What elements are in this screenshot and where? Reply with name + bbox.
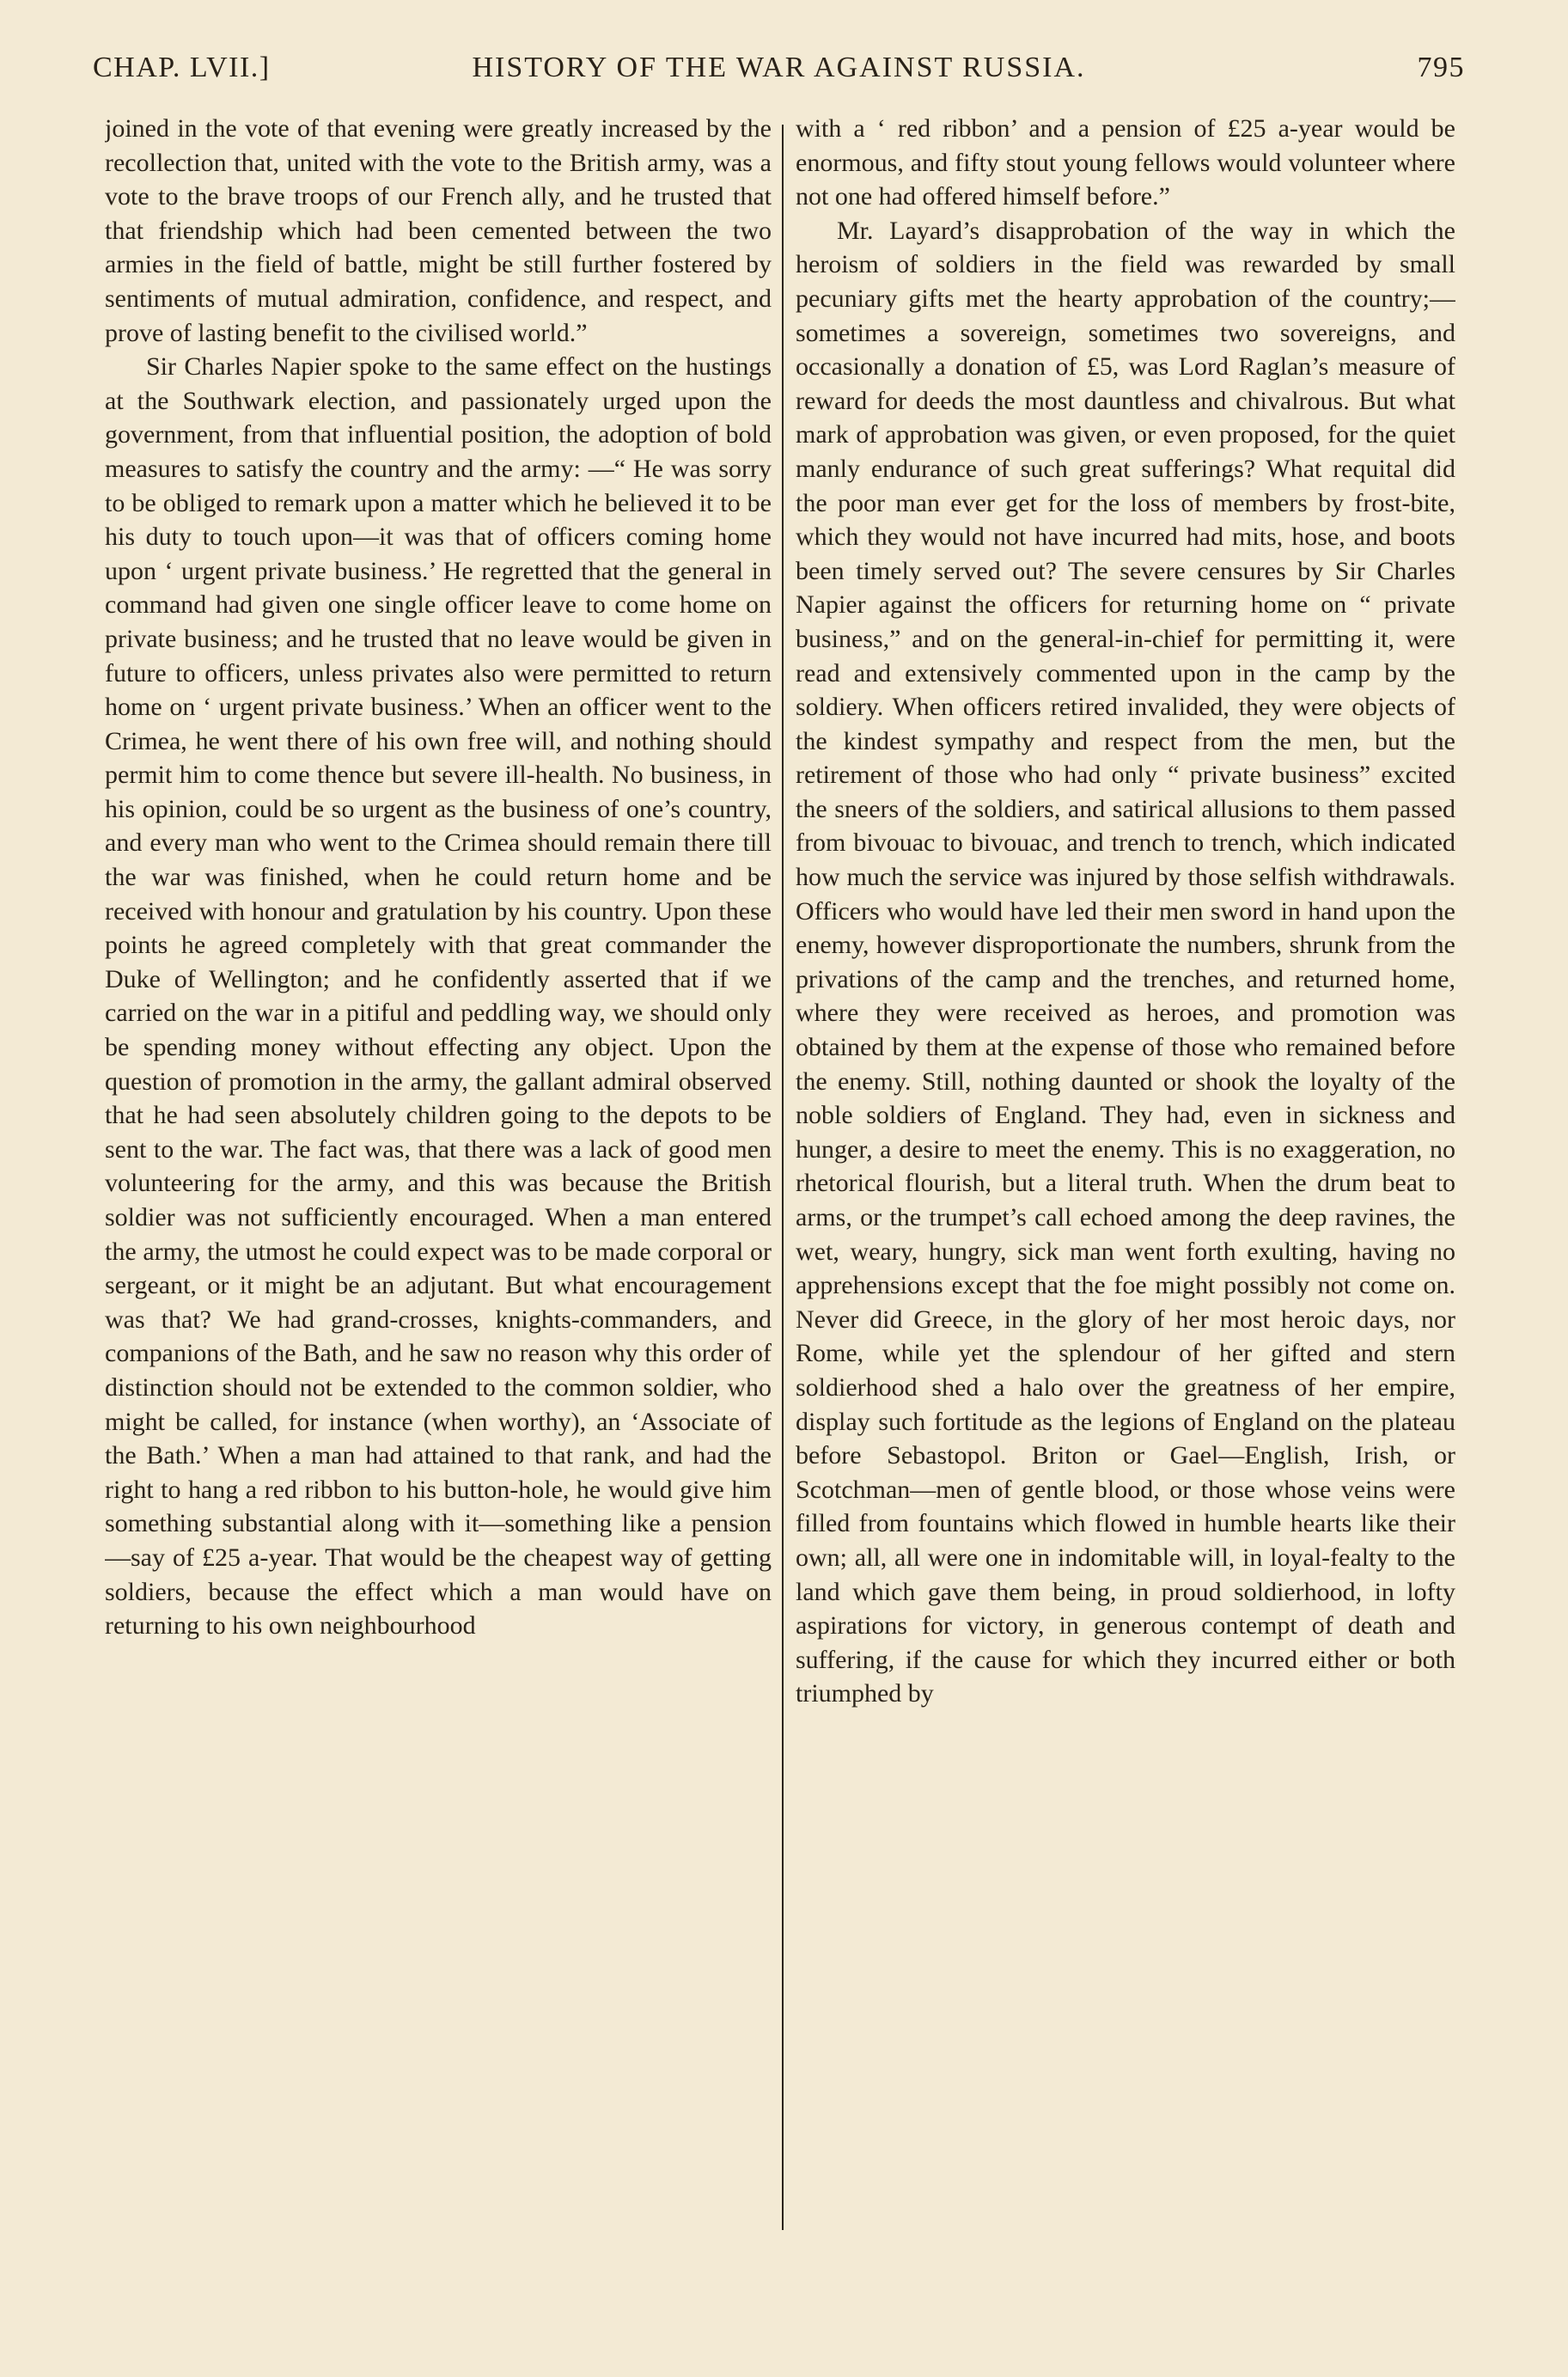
page-number: 795 [1417,52,1465,83]
running-header [93,45,1465,105]
paragraph: joined in the vote of that evening were greatly increased by the recollection that, united with the vote to the British army, was a vote to the brave troops of our French ally, and he trusted that that friendship which had been cemented between the two armies in the field of battle, might be still further fostered by sentiments of mutual admiration, confidence, and respect, and prove of lasting benefit to the civilised world.” [105,114,772,347]
right-column [796,112,1455,2239]
column-divider [782,125,784,2230]
chapter-label: CHAP. LVII.] [93,52,271,83]
paragraph: Sir Charles Napier spoke to the same effect on the hustings at the Southwark election, and passionately urged upon the government, from that influential position, the adoption of bold measures to satisfy the country and the army: —“ He was sorry to be obliged to remark upon a matter which he believed it to be his duty to touch upon—it was that of officers coming home upon ‘ urgent private business.’ He regretted that the general in command had given one single officer leave to come home on private business; and he trusted that no leave would be given in future to officers, unless privates also were permitted to return home on ‘ urgent private business.’ When an officer went to the Crimea, he went there of his own free will, and nothing should permit him to come thence but severe ill-health. No business, in his opinion, could be so urgent as the business of one’s country, and every man who went to the Crimea should remain there till the war was finished, when he could return home and be received with honour and gratulation by his country. Upon these points he agreed completely with that great commander the Duke of Wellington; and he confidently asserted that if we carried on the war in a pitiful and peddling way, we should only be spending money without effecting any object. Upon the question of promotion in the army, the gallant admiral observed that he had seen absolutely children going to the depots to be sent to the war. The fact was, that there was a lack of good men volunteering for the army, and this was because the British soldier was not sufficiently encouraged. When a man entered the army, the utmost he could expect was to be made corporal or sergeant, or it might be an adjutant. But what encouragement was that? We had grand-crosses, knights-commanders, and companions of the Bath, and he saw no reason why this order of distinction should not be extended to the common soldier, who might be called, for instance (when worthy), an ‘Associate of the Bath.’ When a man had attained to that rank, and had the right to hang a red ribbon to his button-hole, he would give him something substantial along with it—something like a pension—say of £25 a-year. That would be the cheapest way of getting soldiers, because the effect which a man would have on returning to his own neighbourhood [105,352,772,1641]
running-title: HISTORY OF THE WAR AGAINST RUSSIA. [472,52,1086,83]
paragraph: Mr. Layard’s disapprobation of the way in which the heroism of soldiers in the field was rewarded by small pecuniary gifts met the hearty approbation of the country;—sometimes a sovereign, sometimes two sovereigns, and occasionally a donation of £5, was Lord Raglan’s measure of reward for deeds the most dauntless and chivalrous. But what mark of approbation was given, or even proposed, for the quiet manly endurance of such great sufferings? What requital did the poor man ever get for the loss of members by frost-bite, which they would not have incurred had mits, hose, and boots been timely served out? The severe censures by Sir Charles Napier against the officers for returning home on “ private business,” and on the general-in-chief for permitting it, were read and extensively commented upon in the camp by the soldiery. When officers retired invalided, they were objects of the kindest sympathy and respect from the men, but the retirement of those who had only “ private business” excited the sneers of the soldiers, and satirical allusions to them passed from bivouac to bivouac, and trench to trench, which indicated how much the service was injured by those selfish withdrawals. Officers who would have led their men sword in hand upon the enemy, however disproportionate the numbers, shrunk from the privations of the camp and the trenches, and returned home, where they were received as heroes, and promotion was obtained by them at the expense of those who remained before the enemy. Still, nothing daunted or shook the loyalty of the noble soldiers of England. They had, even in sickness and hunger, a desire to meet the enemy. This is no exaggeration, no rhetorical flourish, but a literal truth. When the drum beat to arms, or the trumpet’s call echoed among the deep ravines, the wet, weary, hungry, sick man went forth exulting, having no apprehensions except that the foe might possibly not come on. Never did Greece, in the glory of her most heroic days, nor Rome, while yet the splendour of her gifted and stern soldierhood shed a halo over the greatness of her empire, display such fortitude as the legions of England on the plateau before Sebastopol. Briton or Gael—English, Irish, or Scotchman—men of gentle blood, or those whose veins were filled from fountains which flowed in humble hearts like their own; all, all were one in indomitable will, in loyal-fealty to the land which gave them being, in proud soldierhood, in lofty aspirations for victory, in generous contempt of death and suffering, if the cause for which they incurred either or both triumphed by [796,216,1455,1708]
paragraph: with a ‘ red ribbon’ and a pension of £25 a-year would be enormous, and fifty stout young fellows would volunteer where not one had offered himself before.” [796,114,1455,211]
left-column [105,112,772,2239]
